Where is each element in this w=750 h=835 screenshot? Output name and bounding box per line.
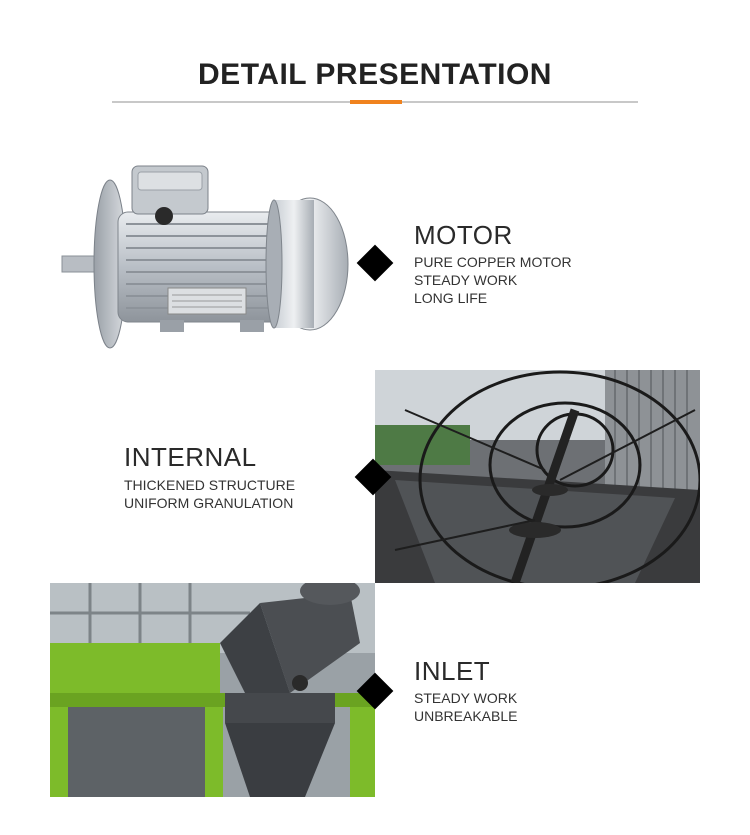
- internal-drum-photo: [375, 370, 700, 583]
- page-title: DETAIL PRESENTATION: [198, 58, 552, 91]
- internal-feature-2: UNIFORM GRANULATION: [124, 495, 294, 511]
- motor-feature-2: STEADY WORK: [414, 272, 518, 288]
- inlet-feature-2: UNBREAKABLE: [414, 708, 518, 724]
- section-title-internal: INTERNAL: [124, 442, 257, 472]
- inlet-hopper-photo: [50, 583, 375, 797]
- diamond-bullet-icon: [357, 245, 394, 282]
- section-title-motor: MOTOR: [414, 220, 513, 250]
- motor-feature-3: LONG LIFE: [414, 290, 488, 306]
- motor-feature-1: PURE COPPER MOTOR: [414, 254, 572, 270]
- internal-feature-1: THICKENED STRUCTURE: [124, 477, 296, 493]
- motor-image: [60, 160, 360, 355]
- title-accent-bar: [350, 100, 402, 104]
- section-title-inlet: INLET: [414, 656, 491, 686]
- inlet-feature-1: STEADY WORK: [414, 690, 518, 706]
